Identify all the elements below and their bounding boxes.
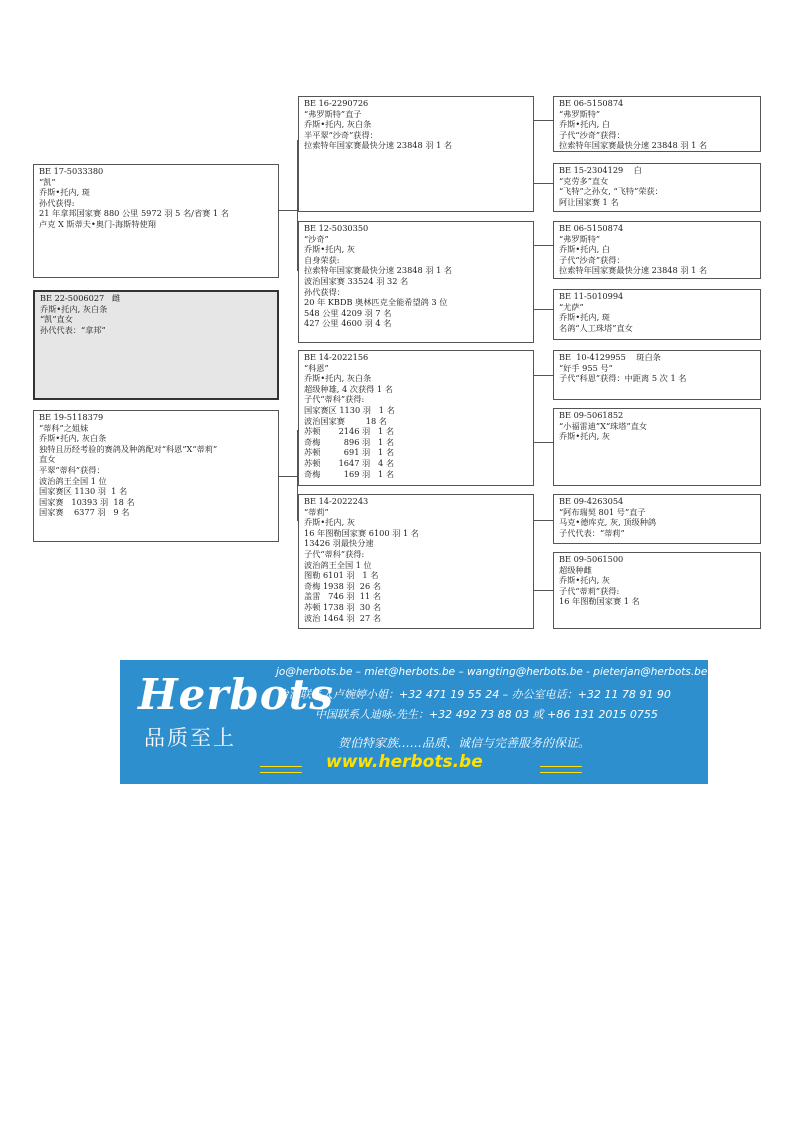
card-line: 乔斯•托内, 灰	[304, 244, 355, 255]
card-line: 自身荣获:	[304, 254, 340, 265]
card-line: 波治 1464 羽 27 名	[304, 612, 382, 623]
connector	[533, 520, 553, 521]
card-line: 拉索特年国家赛最快分速 23848 羽 1 名	[559, 140, 708, 151]
sire-sire-sire-card	[553, 96, 761, 152]
card-line: 独特且历经考验的赛鸽及种鸽配对“科恩”X“蒂莉”	[39, 443, 218, 454]
card-line: BE 09-5061852	[559, 410, 624, 420]
card-line: 乔斯•托内, 灰	[559, 575, 610, 586]
card-line: 16 年图勒国家赛 1 名	[559, 596, 640, 607]
card-line: BE 17-5033380	[39, 166, 104, 176]
sire-dam-sire-card	[553, 221, 761, 279]
card-line: 孙代代表：“拿邦”	[40, 324, 106, 335]
dam-dam-card	[298, 494, 534, 629]
card-line: 乔斯•托内, 白	[559, 244, 610, 255]
contact-china: 中国联系人迪咏-先生：+32 492 73 88 03 或 +86 131 2015 0755	[315, 708, 658, 721]
card-line: 子代“蒂科”获得:	[304, 394, 365, 405]
card-line: 乔斯•托内, 灰白条	[39, 433, 107, 444]
sire-card	[33, 164, 279, 278]
connector	[533, 309, 553, 310]
card-line: 苏顿 2146 羽 1 名	[304, 426, 395, 437]
card-line: 马克•德库克, 灰, 顶级种鸽	[559, 517, 657, 528]
card-line: 13426 羽最快分速	[304, 538, 374, 549]
card-line: 427 公里 4600 羽 4 名	[304, 318, 392, 329]
connector	[533, 375, 553, 376]
sire-dam-card	[298, 221, 534, 343]
dam-sire-dam-card	[553, 408, 761, 486]
decor-line-right	[540, 766, 582, 773]
card-line: 乔斯•托内, 灰	[304, 517, 355, 528]
card-line: 子代“沙奇”获得：	[559, 129, 625, 140]
card-line: 20 年 KBDB 奥林匹克全能希望鸽 3 位	[304, 297, 448, 308]
card-line: “蒂莉”	[304, 506, 329, 517]
card-line: “尤萨”	[559, 301, 584, 312]
dam-dam-sire-card	[553, 494, 761, 544]
card-line: 波治国家赛 18 名	[304, 415, 387, 426]
card-line: “弗罗斯特”	[559, 233, 601, 244]
connector	[533, 590, 553, 591]
card-line: BE 15-2304129 白	[559, 165, 642, 175]
card-line: 盖雷 746 羽 11 名	[304, 591, 382, 602]
card-line: “凯”直女	[40, 314, 73, 325]
card-line: 苏顿 1647 羽 4 名	[304, 457, 395, 468]
card-line: 乔斯•托内, 灰白条	[304, 119, 372, 130]
card-line: “小福雷迪”X“珠塔”直女	[559, 420, 648, 431]
card-line: 波治鸽王全国 1 位	[304, 559, 372, 570]
card-line: 图勒 6101 羽 1 名	[304, 570, 379, 581]
card-line: “阿布瑞契 801 号”直子	[559, 506, 646, 517]
card-line: 21 年拿邦国家赛 880 公里 5972 羽 5 名/省赛 1 名	[39, 208, 229, 219]
card-line: 波治鸽王全国 1 位	[39, 475, 107, 486]
card-line: 乔斯•托内, 斑	[39, 187, 90, 198]
card-line: BE 22-5006027 雌	[40, 293, 121, 303]
card-line: 乔斯•托内, 灰白条	[304, 373, 372, 384]
card-line: BE 06-5150874	[559, 223, 624, 233]
card-line: BE 09-4263054	[559, 496, 624, 506]
card-line: 波治国家赛 33524 羽 32 名	[304, 275, 409, 286]
card-line: “凯”	[39, 176, 56, 187]
card-line: 拉索特年国家赛最快分速 23848 羽 1 名	[304, 140, 453, 151]
dam-sire-card	[298, 350, 534, 486]
card-line: 平翠“蒂科”获得：	[39, 464, 105, 475]
card-line: BE 14-2022156	[304, 352, 369, 362]
card-line: 奇梅 896 羽 1 名	[304, 436, 395, 447]
card-line: 16 年图勒国家赛 6100 羽 1 名	[304, 527, 419, 538]
card-line: “科恩”	[304, 362, 329, 373]
contact-emails[interactable]: jo@herbots.be – miet@herbots.be – wangting@herbots.be - pieterjan@herbots.be	[276, 666, 708, 678]
herbots-banner	[120, 660, 708, 784]
card-line: 阿让国家赛 1 名	[559, 196, 619, 207]
card-line: 名鸽“人工珠塔”直女	[559, 322, 633, 333]
herbots-logo: Herbots	[138, 670, 334, 719]
dam-card	[33, 410, 279, 542]
sire-sire-dam-card	[553, 163, 761, 212]
card-line: 半平翠“沙奇”获得：	[304, 129, 378, 140]
card-line: 子代“科恩”获得：中距离 5 次 1 名	[559, 373, 687, 384]
card-line: 拉索特年国家赛最快分速 23848 羽 1 名	[304, 265, 453, 276]
card-line: BE 14-2022243	[304, 496, 369, 506]
card-line: 超级种雌	[559, 564, 592, 575]
card-line: 乔斯•托内, 斑	[559, 312, 610, 323]
card-line: 苏顿 1738 羽 30 名	[304, 601, 382, 612]
decor-line-left	[260, 766, 302, 773]
card-line: 乔斯•托内, 灰	[559, 431, 610, 442]
card-line: 国家赛区 1130 羽 1 名	[39, 486, 128, 497]
card-line: 孙代获得：	[304, 286, 345, 297]
dam-dam-dam-card	[553, 552, 761, 629]
card-line: 子代“蒂莉”获得:	[559, 585, 620, 596]
card-line: 子代“沙奇”获得：	[559, 254, 625, 265]
card-line: “克劳多”直女	[559, 175, 609, 186]
card-line: BE 12-5030350	[304, 223, 369, 233]
card-line: BE 11-5010994	[559, 291, 624, 301]
card-line: “好手 955 号”	[559, 362, 613, 373]
slogan: 品质至上	[144, 726, 236, 750]
card-line: 国家赛 10393 羽 18 名	[39, 496, 135, 507]
sire-sire-card	[298, 96, 534, 212]
connector	[533, 245, 553, 246]
card-line: “飞特”之孙女, “飞特”荣获：	[559, 186, 663, 197]
subject-card	[33, 290, 279, 400]
website-link[interactable]: www.herbots.be	[326, 752, 483, 772]
card-line: 超级种雄, 4 次获得 1 名	[304, 383, 393, 394]
card-line: 乔斯•托内, 白	[559, 119, 610, 130]
card-line: BE 16-2290726	[304, 98, 369, 108]
contact-taiwan: 台湾联系人卢婉婷小姐：+32 471 19 55 24 – 办公室电话：+32 11 78 91 90	[278, 688, 671, 701]
connector	[278, 210, 298, 211]
tagline: 贺伯特家族……品质、诚信与完善服务的保证。	[338, 736, 591, 750]
card-line: BE 10-4129955 斑白条	[559, 352, 661, 362]
connector	[533, 120, 553, 121]
connector	[533, 442, 553, 443]
card-line: 拉索特年国家赛最快分速 23848 羽 1 名	[559, 265, 708, 276]
dam-sire-sire-card	[553, 350, 761, 400]
card-line: 子代“蒂科”获得:	[304, 548, 365, 559]
card-line: BE 06-5150874	[559, 98, 624, 108]
card-line: 乔斯•托内, 灰白条	[40, 303, 108, 314]
connector	[278, 476, 298, 477]
card-line: BE 19-5118379	[39, 412, 104, 422]
card-line: “沙奇”	[304, 233, 329, 244]
card-line: “蒂科”之姐妹	[39, 422, 89, 433]
connector	[533, 183, 553, 184]
card-line: 子代代表：“蒂莉”	[559, 527, 625, 538]
card-line: “弗罗斯特”	[559, 108, 601, 119]
card-line: 孙代获得:	[39, 197, 75, 208]
card-line: 548 公里 4209 羽 7 名	[304, 307, 392, 318]
card-line: BE 09-5061500	[559, 554, 624, 564]
card-line: 国家赛区 1130 羽 1 名	[304, 404, 395, 415]
card-line: 直女	[39, 454, 56, 465]
card-line: “弗罗斯特”直子	[304, 108, 362, 119]
card-line: 苏顿 691 羽 1 名	[304, 447, 395, 458]
card-line: 卢克 X 斯蒂夫•奥门-海斯特使翔	[39, 218, 156, 229]
card-line: 奇梅 169 羽 1 名	[304, 468, 395, 479]
card-line: 奇梅 1938 羽 26 名	[304, 580, 382, 591]
card-line: 国家赛 6377 羽 9 名	[39, 507, 130, 518]
sire-dam-dam-card	[553, 289, 761, 340]
